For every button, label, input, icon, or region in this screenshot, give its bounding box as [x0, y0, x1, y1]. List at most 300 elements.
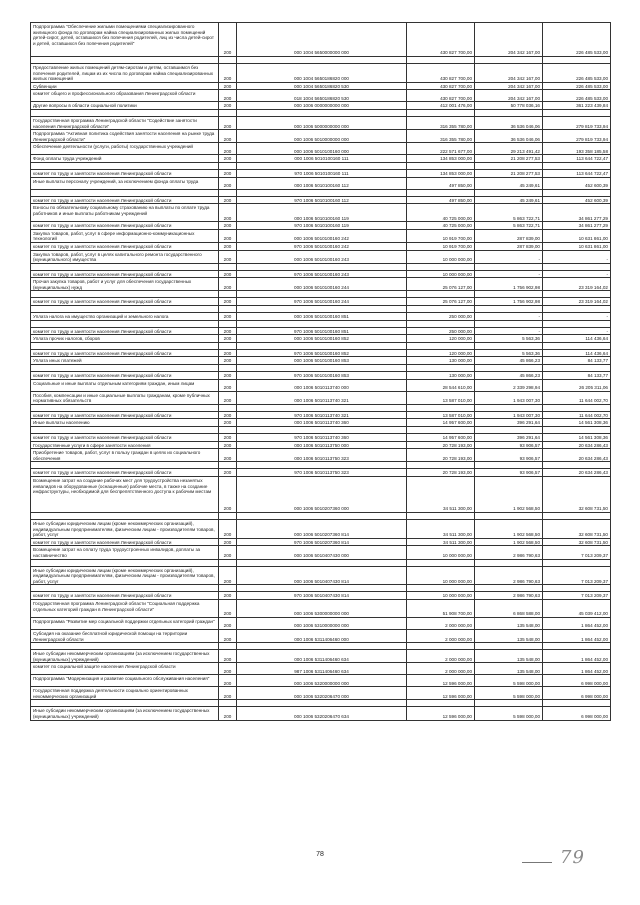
row-budget-code-cell: 000 1006 5010100160 242	[237, 229, 407, 242]
row-budget-code-cell	[237, 512, 407, 519]
table-row	[31, 102, 611, 110]
row-approved-cell	[407, 162, 475, 169]
row-unexecuted-cell: 226 485 533,00	[543, 23, 611, 57]
row-unexecuted-cell: 20 634 286,43	[543, 441, 611, 449]
row-unexecuted-cell: 6 998 000,00	[543, 687, 611, 700]
spacer-row	[31, 512, 611, 519]
table-row	[31, 130, 611, 143]
row-unexecuted-cell	[543, 559, 611, 566]
row-approved-cell: 497 850,00	[407, 177, 475, 189]
spacer-row	[31, 700, 611, 707]
row-admin-code-cell: 200	[219, 538, 237, 546]
row-admin-code-cell: 200	[219, 169, 237, 177]
row-approved-cell: 120 000,00	[407, 349, 475, 357]
row-unexecuted-cell	[543, 162, 611, 169]
row-name-cell: Уплата налога на имущество организаций и земельного налога	[31, 313, 219, 321]
row-admin-code-cell: 200	[219, 327, 237, 335]
table-row	[31, 143, 611, 155]
row-unexecuted-cell: 84 133,77	[543, 372, 611, 380]
row-approved-cell	[407, 462, 475, 469]
row-unexecuted-cell: 14 561 308,36	[543, 434, 611, 442]
row-name-cell: Уплата иных платежей	[31, 357, 219, 365]
row-budget-code-cell: 000 1006 5010113750 000	[237, 441, 407, 449]
row-budget-code-cell: 000 1006 5010100160 851	[237, 313, 407, 321]
table-row	[31, 379, 611, 391]
row-unexecuted-cell: 114 436,64	[543, 349, 611, 357]
row-budget-code-cell	[237, 342, 407, 349]
row-unexecuted-cell: 45 039 412,00	[543, 599, 611, 617]
row-name-cell	[31, 342, 219, 349]
row-approved-cell: 10 000 000,00	[407, 250, 475, 263]
row-budget-code-cell	[237, 162, 407, 169]
row-name-cell: Иные выплаты персоналу учреждений, за исключением фонда оплаты труда	[31, 177, 219, 189]
row-budget-code-cell: 000 1006 5010113740 321	[237, 391, 407, 404]
spacer-row	[31, 306, 611, 313]
row-name-cell	[31, 700, 219, 707]
row-admin-code-cell	[219, 189, 237, 196]
row-executed-cell: 93 906,57	[475, 441, 543, 449]
row-budget-code-cell: 970 1006 5010100160 119	[237, 222, 407, 230]
row-approved-cell: 134 853 000,00	[407, 169, 475, 177]
row-approved-cell: 14 957 600,00	[407, 419, 475, 427]
row-budget-code-cell: 000 1004 5650000000 000	[237, 23, 407, 57]
table-row	[31, 391, 611, 404]
row-unexecuted-cell: 20 634 286,43	[543, 449, 611, 462]
table-row	[31, 449, 611, 462]
row-name-cell: Возмещение затрат на создание рабочих мест для трудоустройства незанятых инвалидов на оборудованные (оснащенные) рабочие места, в также на создание инфраструктуры, необходимой для беспрепятственного доступа к рабочим местам	[31, 476, 219, 512]
row-executed-cell: 1 902 568,50	[475, 538, 543, 546]
row-approved-cell: 430 827 700,00	[407, 82, 475, 90]
row-approved-cell: 25 076 127,00	[407, 298, 475, 306]
row-executed-cell	[475, 512, 543, 519]
row-name-cell: Пособия, компенсации и иные социальные выплаты гражданам, кроме публичных нормативных обязательств	[31, 391, 219, 404]
row-approved-cell	[407, 559, 475, 566]
row-approved-cell: 25 076 127,00	[407, 278, 475, 291]
row-name-cell	[31, 404, 219, 411]
row-budget-code-cell: 970 1006 5010113740 360	[237, 434, 407, 442]
row-unexecuted-cell: 26 205 311,06	[543, 379, 611, 391]
row-budget-code-cell: 000 1006 5320206470 634	[237, 707, 407, 720]
row-name-cell	[31, 291, 219, 298]
row-admin-code-cell	[219, 162, 237, 169]
row-admin-code-cell	[219, 585, 237, 592]
row-name-cell: Другие вопросы в области социальной политики	[31, 102, 219, 110]
row-executed-cell	[475, 342, 543, 349]
row-name-cell: комитет по труду и занятости населения Ленинградской области	[31, 349, 219, 357]
row-admin-code-cell	[219, 404, 237, 411]
row-executed-cell: 5 563,36	[475, 335, 543, 343]
row-unexecuted-cell	[543, 427, 611, 434]
table-body	[31, 23, 611, 721]
row-name-cell	[31, 559, 219, 566]
row-unexecuted-cell: 114 436,64	[543, 335, 611, 343]
row-approved-cell: 250 000,00	[407, 327, 475, 335]
row-budget-code-cell: 000 1006 5310000000 000	[237, 617, 407, 629]
row-unexecuted-cell: -	[543, 327, 611, 335]
row-executed-cell: 1 902 568,50	[475, 476, 543, 512]
row-executed-cell	[475, 291, 543, 298]
row-name-cell	[31, 643, 219, 650]
row-approved-cell	[407, 342, 475, 349]
row-admin-code-cell: 200	[219, 707, 237, 720]
row-name-cell: комитет по труду и занятости населения Ленинградской области	[31, 242, 219, 250]
spacer-row	[31, 462, 611, 469]
row-admin-code-cell	[219, 462, 237, 469]
row-budget-code-cell: 000 1006 0000000000 000	[237, 102, 407, 110]
row-admin-code-cell: 200	[219, 441, 237, 449]
spacer-row	[31, 404, 611, 411]
row-executed-cell: 396 291,64	[475, 434, 543, 442]
row-admin-code-cell: 200	[219, 476, 237, 512]
row-approved-cell: 20 728 193,00	[407, 449, 475, 462]
row-name-cell: Обеспечение деятельности (услуги, работы) государственных учреждений	[31, 143, 219, 155]
row-executed-cell	[475, 585, 543, 592]
row-approved-cell	[407, 512, 475, 519]
row-approved-cell: 34 511 300,00	[407, 519, 475, 538]
row-executed-cell: 2 986 790,63	[475, 592, 543, 600]
row-name-cell	[31, 462, 219, 469]
row-name-cell: комитет по труду и занятости населения Ленинградской области	[31, 222, 219, 230]
row-executed-cell: 135 548,00	[475, 663, 543, 675]
row-budget-code-cell: 970 1006 5010100160 852	[237, 349, 407, 357]
table-row	[31, 592, 611, 600]
row-admin-code-cell: 200	[219, 546, 237, 559]
row-unexecuted-cell	[543, 320, 611, 327]
row-admin-code-cell: 200	[219, 222, 237, 230]
row-unexecuted-cell: -	[543, 313, 611, 321]
row-name-cell: Подпрограмма "Модернизация и развитие социального обслуживания населения"	[31, 675, 219, 687]
spacer-row	[31, 643, 611, 650]
row-executed-cell: -	[475, 313, 543, 321]
row-executed-cell: 45 866,23	[475, 357, 543, 365]
row-admin-code-cell: 200	[219, 64, 237, 83]
row-budget-code-cell: 000 1006 5010100160 000	[237, 143, 407, 155]
row-budget-code-cell	[237, 365, 407, 372]
row-unexecuted-cell	[543, 263, 611, 270]
row-admin-code-cell: 200	[219, 675, 237, 687]
row-name-cell: Государственные услуги в сфере занятости населения	[31, 441, 219, 449]
row-budget-code-cell: 970 1006 5010100160 851	[237, 327, 407, 335]
row-name-cell: Социальные и иные выплаты отдельным категориям граждан, иным лицам	[31, 379, 219, 391]
row-approved-cell: 10 000 000,00	[407, 270, 475, 278]
row-unexecuted-cell: 11 644 002,70	[543, 391, 611, 404]
row-approved-cell: 130 000,00	[407, 357, 475, 365]
row-executed-cell: 50 778 036,16	[475, 102, 543, 110]
row-executed-cell: 21 208 277,53	[475, 155, 543, 163]
row-budget-code-cell: 018 1004 5650186820 530	[237, 90, 407, 102]
row-name-cell: Фонд оплаты труда учреждений	[31, 155, 219, 163]
row-name-cell: комитет по труду и занятости населения Ленинградской области	[31, 411, 219, 419]
row-executed-cell: 2 986 790,63	[475, 546, 543, 559]
row-approved-cell	[407, 291, 475, 298]
handwritten-page-number: 79	[560, 847, 585, 868]
table-row	[31, 204, 611, 222]
row-unexecuted-cell: 32 608 731,50	[543, 519, 611, 538]
row-budget-code-cell: 000 1006 5010100160 111	[237, 155, 407, 163]
row-name-cell: Закупка товаров, работ, услуг в целях капитального ремонта государственного (муниципального) имущества	[31, 250, 219, 263]
row-admin-code-cell: 200	[219, 116, 237, 129]
row-admin-code-cell: 200	[219, 250, 237, 263]
row-budget-code-cell: 000 1006 5320206470 000	[237, 687, 407, 700]
row-admin-code-cell	[219, 320, 237, 327]
row-name-cell: комитет по труду и занятости населения Ленинградской области	[31, 469, 219, 477]
row-name-cell: Иные субсидии некоммерческим организациям (за исключением государственных (муниципальных) учреждений)	[31, 707, 219, 720]
page-number: 78	[316, 851, 324, 858]
row-admin-code-cell	[219, 57, 237, 64]
row-name-cell	[31, 427, 219, 434]
row-budget-code-cell: 000 1006 5010407430 814	[237, 566, 407, 585]
row-approved-cell: 40 725 000,00	[407, 222, 475, 230]
row-name-cell: Подпрограмма "Обеспечение жилыми помещениями специализированного жилищного фонда по договорам найма специализированных жилых помещений детей-сирот, детей, оставшихся без попечения родителей, лиц из числа детей-сирот и детей, оставшихся без попечения родителей"	[31, 23, 219, 57]
row-executed-cell: 1 943 007,30	[475, 411, 543, 419]
row-executed-cell: 5 563,36	[475, 349, 543, 357]
row-approved-cell	[407, 643, 475, 650]
row-budget-code-cell	[237, 643, 407, 650]
row-name-cell: комитет по труду и занятости населения Ленинградской области	[31, 270, 219, 278]
row-approved-cell: 13 587 010,00	[407, 411, 475, 419]
row-admin-code-cell: 200	[219, 617, 237, 629]
row-executed-cell	[475, 404, 543, 411]
table-row	[31, 599, 611, 617]
table-row	[31, 357, 611, 365]
row-name-cell: комитет общего и профессионального образования Ленинградской области	[31, 90, 219, 102]
row-name-cell: Субсидия на оказание бесплатной юридической помощи на территории Ленинградской области	[31, 629, 219, 642]
row-approved-cell: 12 596 000,00	[407, 675, 475, 687]
row-admin-code-cell: 200	[219, 469, 237, 477]
row-name-cell: Прочая закупка товаров, работ и услуг для обеспечения государственных (муниципальных) нужд	[31, 278, 219, 291]
row-executed-cell	[475, 643, 543, 650]
row-executed-cell	[475, 306, 543, 313]
table-row	[31, 476, 611, 512]
row-admin-code-cell: 200	[219, 592, 237, 600]
row-approved-cell	[407, 585, 475, 592]
row-executed-cell: 93 906,57	[475, 469, 543, 477]
row-name-cell: комитет по труду и занятости населения Ленинградской области	[31, 327, 219, 335]
row-approved-cell	[407, 320, 475, 327]
row-executed-cell: 204 342 167,00	[475, 64, 543, 83]
table-row	[31, 229, 611, 242]
row-name-cell	[31, 189, 219, 196]
table-row	[31, 116, 611, 129]
row-approved-cell: 222 571 677,00	[407, 143, 475, 155]
row-name-cell: Приобретение товаров, работ, услуг в пользу граждан в целях их социального обеспечения	[31, 449, 219, 462]
row-unexecuted-cell: 84 133,77	[543, 357, 611, 365]
row-name-cell: Иные выплаты населению	[31, 419, 219, 427]
row-budget-code-cell: 970 1006 5010100160 853	[237, 372, 407, 380]
row-name-cell: Взносы по обязательному социальному страхованию на выплаты по оплате труда работников и иные выплаты работникам учреждений	[31, 204, 219, 222]
row-unexecuted-cell: 7 013 209,37	[543, 546, 611, 559]
row-unexecuted-cell	[543, 700, 611, 707]
row-budget-code-cell	[237, 320, 407, 327]
row-unexecuted-cell	[543, 189, 611, 196]
row-budget-code-cell	[237, 585, 407, 592]
row-unexecuted-cell: 10 631 861,00	[543, 229, 611, 242]
row-admin-code-cell: 200	[219, 177, 237, 189]
row-budget-code-cell: 000 1006 5010000000 000	[237, 130, 407, 143]
row-budget-code-cell: 970 1006 5010113740 321	[237, 411, 407, 419]
row-approved-cell: 316 355 780,00	[407, 116, 475, 129]
spacer-row	[31, 559, 611, 566]
row-name-cell: Государственная программа Ленинградской области "Социальная поддержка отдельных категорий граждан в Ленинградской области"	[31, 599, 219, 617]
row-admin-code-cell: 200	[219, 519, 237, 538]
handwritten-underline	[522, 862, 552, 863]
table-row	[31, 419, 611, 427]
row-admin-code-cell: 200	[219, 449, 237, 462]
row-unexecuted-cell: 226 485 533,00	[543, 64, 611, 83]
row-executed-cell	[475, 57, 543, 64]
row-name-cell	[31, 585, 219, 592]
row-name-cell: Возмещение затрат на оплату труда трудоустроенных инвалидов, доплаты за наставничество	[31, 546, 219, 559]
row-unexecuted-cell: 11 644 002,70	[543, 411, 611, 419]
row-budget-code-cell: 970 1006 5010100160 242	[237, 242, 407, 250]
row-executed-cell: 204 342 167,00	[475, 82, 543, 90]
row-name-cell	[31, 306, 219, 313]
row-admin-code-cell: 200	[219, 23, 237, 57]
row-unexecuted-cell: -	[543, 270, 611, 278]
table-row	[31, 663, 611, 675]
spacer-row	[31, 427, 611, 434]
row-name-cell: комитет по труду и занятости населения Ленинградской области	[31, 592, 219, 600]
row-executed-cell: 2 339 298,94	[475, 379, 543, 391]
row-approved-cell: 34 511 300,00	[407, 476, 475, 512]
row-name-cell: Иные субсидии юридическим лицам (кроме некоммерческих организаций), индивидуальным предпринимателям, физическим лицам - производителям товаров, работ, услуг	[31, 519, 219, 538]
table-row	[31, 222, 611, 230]
table-row	[31, 675, 611, 687]
row-approved-cell: 2 000 000,00	[407, 650, 475, 663]
table-row	[31, 349, 611, 357]
row-executed-cell: 1 756 902,98	[475, 278, 543, 291]
table-row	[31, 313, 611, 321]
row-admin-code-cell: 200	[219, 663, 237, 675]
spacer-row	[31, 365, 611, 372]
row-budget-code-cell: 970 1006 5010100160 244	[237, 298, 407, 306]
row-executed-cell: 6 868 588,00	[475, 599, 543, 617]
row-executed-cell: 135 548,00	[475, 629, 543, 642]
row-admin-code-cell: 200	[219, 434, 237, 442]
row-unexecuted-cell	[543, 462, 611, 469]
row-unexecuted-cell: 32 608 731,50	[543, 476, 611, 512]
row-executed-cell: 1 943 007,30	[475, 391, 543, 404]
row-approved-cell: 20 728 193,00	[407, 441, 475, 449]
table-row	[31, 538, 611, 546]
row-executed-cell: 93 906,57	[475, 449, 543, 462]
row-admin-code-cell: 200	[219, 143, 237, 155]
table-row	[31, 434, 611, 442]
row-approved-cell	[407, 263, 475, 270]
row-unexecuted-cell: 1 864 452,00	[543, 663, 611, 675]
row-approved-cell: 12 596 000,00	[407, 687, 475, 700]
row-budget-code-cell: 000 1006 5000000000 000	[237, 116, 407, 129]
row-admin-code-cell	[219, 365, 237, 372]
row-unexecuted-cell: 6 998 000,00	[543, 707, 611, 720]
row-approved-cell: 250 000,00	[407, 313, 475, 321]
row-unexecuted-cell	[543, 585, 611, 592]
row-budget-code-cell: 970 1006 5010100160 111	[237, 169, 407, 177]
row-executed-cell	[475, 559, 543, 566]
row-unexecuted-cell: 7 013 209,37	[543, 566, 611, 585]
table-row	[31, 546, 611, 559]
row-name-cell: комитет по труду и занятости населения Ленинградской области	[31, 538, 219, 546]
table-row	[31, 327, 611, 335]
row-approved-cell: 10 000 000,00	[407, 566, 475, 585]
row-budget-code-cell	[237, 462, 407, 469]
spacer-row	[31, 342, 611, 349]
row-approved-cell: 2 000 000,00	[407, 617, 475, 629]
spacer-row	[31, 162, 611, 169]
row-admin-code-cell: 200	[219, 229, 237, 242]
row-executed-cell: 45 866,23	[475, 372, 543, 380]
row-executed-cell	[475, 263, 543, 270]
row-name-cell: Закупка товаров, работ, услуг в сфере информационно-коммуникационных технологий	[31, 229, 219, 242]
row-admin-code-cell	[219, 306, 237, 313]
row-name-cell	[31, 512, 219, 519]
row-name-cell	[31, 320, 219, 327]
row-admin-code-cell: 200	[219, 335, 237, 343]
row-executed-cell: 135 548,00	[475, 617, 543, 629]
row-approved-cell: 51 908 700,00	[407, 599, 475, 617]
row-executed-cell: 1 756 902,98	[475, 298, 543, 306]
row-unexecuted-cell: 6 998 000,00	[543, 675, 611, 687]
row-budget-code-cell	[237, 109, 407, 116]
table-row	[31, 519, 611, 538]
row-approved-cell: 10 000 000,00	[407, 546, 475, 559]
table-row	[31, 441, 611, 449]
row-name-cell: комитет по труду и занятости населения Ленинградской области	[31, 372, 219, 380]
row-budget-code-cell: 000 1004 5650186820 530	[237, 82, 407, 90]
row-unexecuted-cell	[543, 404, 611, 411]
row-executed-cell	[475, 427, 543, 434]
table-row	[31, 335, 611, 343]
row-executed-cell	[475, 320, 543, 327]
row-budget-code-cell: 000 1006 5320000000 000	[237, 675, 407, 687]
row-executed-cell: 45 249,61	[475, 196, 543, 204]
row-admin-code-cell: 200	[219, 379, 237, 391]
row-admin-code-cell: 200	[219, 357, 237, 365]
row-name-cell: комитет по труду и занятости населения Ленинградской области	[31, 298, 219, 306]
table-row	[31, 250, 611, 263]
row-admin-code-cell: 200	[219, 130, 237, 143]
row-admin-code-cell: 200	[219, 242, 237, 250]
row-admin-code-cell: 200	[219, 313, 237, 321]
row-approved-cell: 120 000,00	[407, 335, 475, 343]
table-row	[31, 177, 611, 189]
row-budget-code-cell: 970 1006 5010407430 814	[237, 592, 407, 600]
spacer-row	[31, 57, 611, 64]
row-name-cell	[31, 365, 219, 372]
row-unexecuted-cell: 113 644 722,47	[543, 169, 611, 177]
row-admin-code-cell	[219, 109, 237, 116]
row-approved-cell: 2 000 000,00	[407, 629, 475, 642]
row-admin-code-cell: 200	[219, 687, 237, 700]
row-unexecuted-cell: 452 600,39	[543, 177, 611, 189]
row-admin-code-cell: 200	[219, 599, 237, 617]
row-executed-cell	[475, 462, 543, 469]
row-admin-code-cell: 200	[219, 82, 237, 90]
row-admin-code-cell: 200	[219, 270, 237, 278]
row-unexecuted-cell	[543, 643, 611, 650]
table-row	[31, 278, 611, 291]
row-name-cell	[31, 263, 219, 270]
row-executed-cell	[475, 700, 543, 707]
row-budget-code-cell: 000 1006 5010113750 323	[237, 449, 407, 462]
row-name-cell: Предоставление жилых помещений детям-сиротам и детям, оставшимся без попечения родителей, лицам из их числа по договорам найма специализированных жилых помещений	[31, 64, 219, 83]
spacer-row	[31, 263, 611, 270]
row-executed-cell: 5 863 722,71	[475, 204, 543, 222]
row-admin-code-cell: 200	[219, 411, 237, 419]
row-unexecuted-cell	[543, 365, 611, 372]
row-executed-cell: -	[475, 250, 543, 263]
row-unexecuted-cell: 10 631 861,00	[543, 242, 611, 250]
